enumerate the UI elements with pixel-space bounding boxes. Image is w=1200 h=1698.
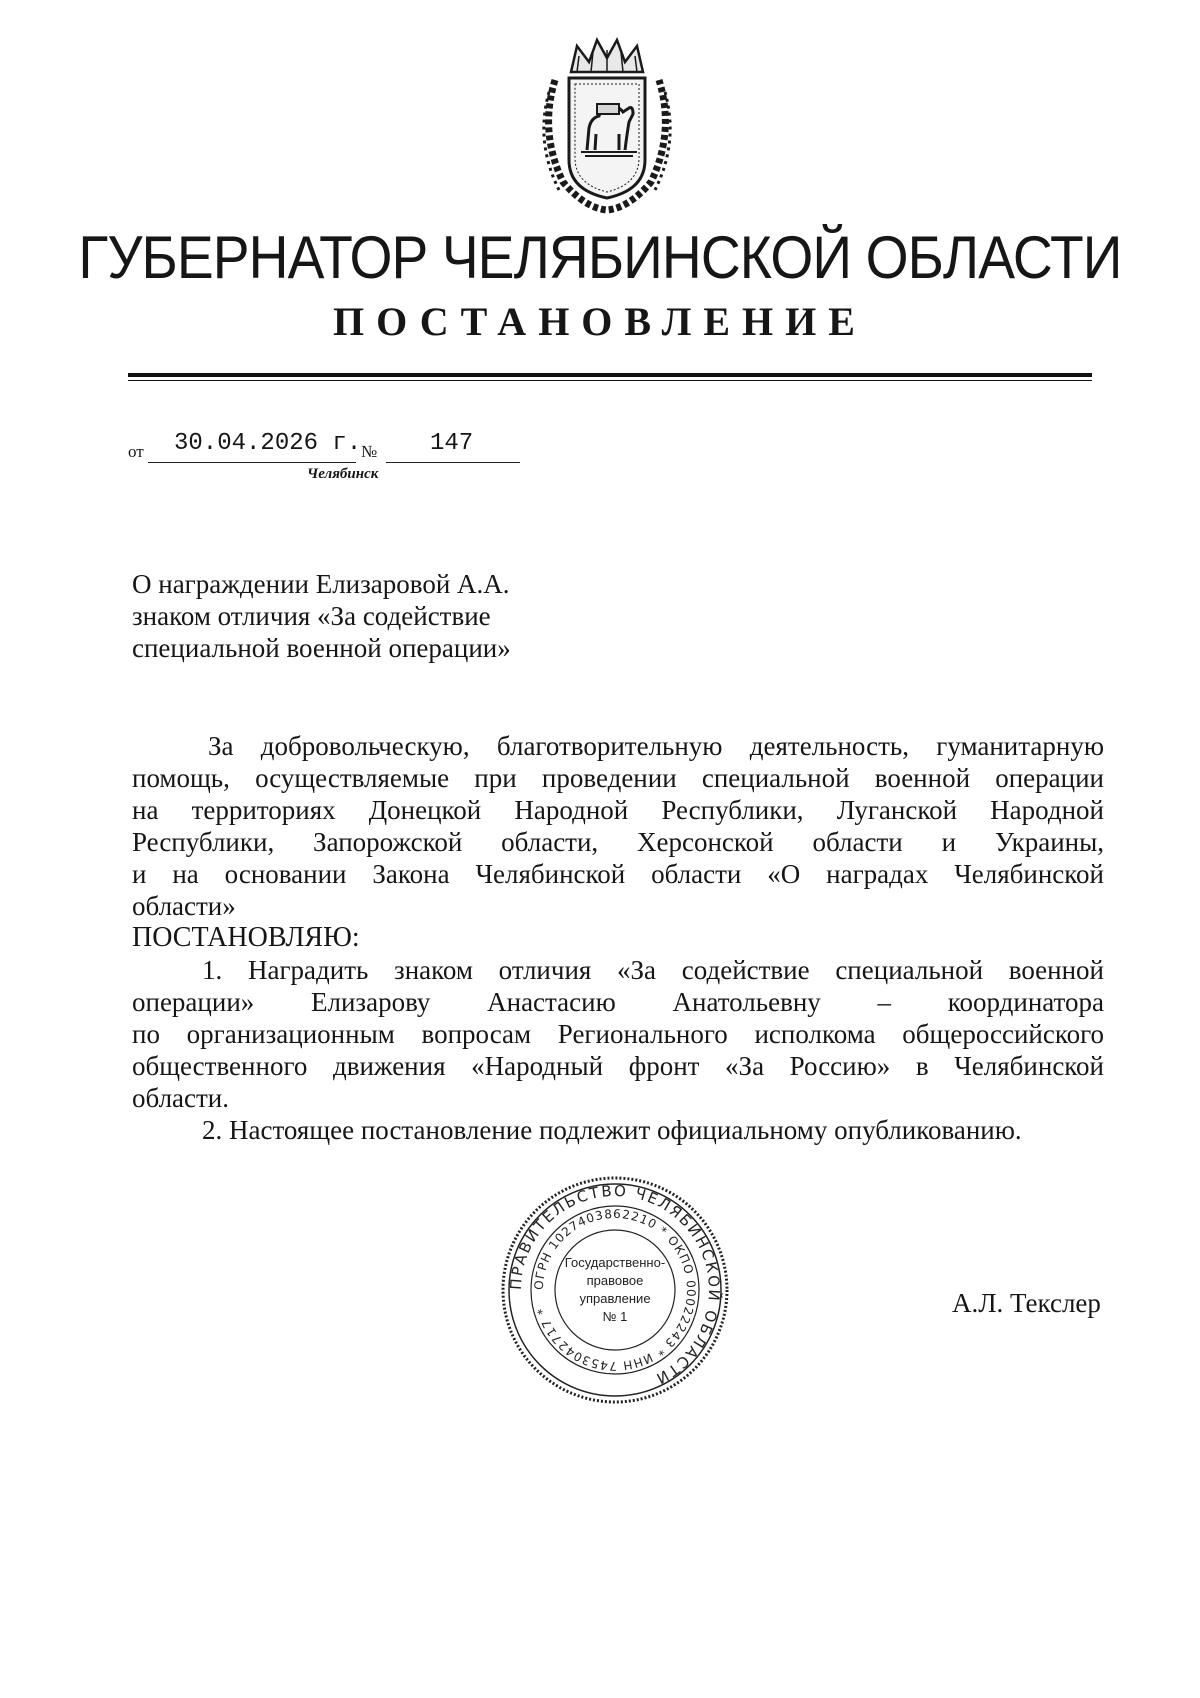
document-type: ПОСТАНОВЛЕНИЕ [333,299,867,344]
official-seal-icon [500,1175,730,1405]
signatory-name: А.Л. Текслер [952,1288,1101,1318]
from-label: от [128,442,144,461]
subject-line: знаком отличия «За содействие [132,601,491,631]
body-line: операции» Елизарову Анастасию Анатольевну – координатора [132,987,1104,1017]
document-body [132,730,1104,1146]
document-number: 147 [430,430,474,457]
body-line: помощь, осуществляемые при проведении специальной военной операции [132,763,1104,793]
issuer-title: ГУБЕРНАТОР ЧЕЛЯБИНСКОЙ ОБЛАСТИ [78,224,1122,291]
body-line: области. [132,1083,230,1113]
seal-center-line: правовое [586,1273,644,1288]
header-divider-thick [128,373,1092,377]
body-line: и на основании Закона Челябинской области «О наградах Челябинской [132,859,1104,889]
subject-block [132,568,592,664]
seal-ring-text: ОГРН 1027403862210 * ОКПО 00022243 * ИНН 7453042717 * [531,1206,699,1374]
number-underline [386,462,520,463]
body-line: на территориях Донецкой Народной Республики, Луганской Народной [132,795,1104,825]
svg-text:ОГРН 1027403862210 * ОКПО 0002 [532,1207,698,1373]
body-line: общественного движения «Народный фронт «За Россию» в Челябинской [132,1051,1104,1081]
body-line: За добровольческую, благотворительную деятельность, гуманитарную [208,731,1104,761]
body-line: по организационным вопросам Регионального исполкома общероссийского [132,1019,1104,1049]
city-label: Челябинск [307,466,379,482]
coat-of-arms-icon [533,32,681,214]
date-underline [148,462,356,463]
seal-center-line: № 1 [602,1309,628,1324]
body-line: Республики, Запорожской области, Херсонской области и Украины, [132,827,1104,857]
subject-line: О награждении Елизаровой А.А. [132,569,510,599]
body-line: области» [132,891,236,921]
decree-word: ПОСТАНОВЛЯЮ: [132,922,360,953]
body-line: 1. Наградить знаком отличия «За содействие специальной военной [202,955,1104,985]
seal-center-line: Государственно- [564,1255,666,1270]
seal-outer-text: ПРАВИТЕЛЬСТВО ЧЕЛЯБИНСКОЙ ОБЛАСТИ [506,1181,724,1389]
date-number-line [128,432,568,464]
body-line: 2. Настоящее постановление подлежит официальному опубликованию. [202,1115,1022,1145]
document-date: 30.04.2026 г. [174,430,362,457]
header-divider-thin [128,380,1092,381]
subject-line: специальной военной операции» [132,633,511,663]
seal-center-line: управление [579,1291,651,1306]
number-label: № [361,442,378,461]
